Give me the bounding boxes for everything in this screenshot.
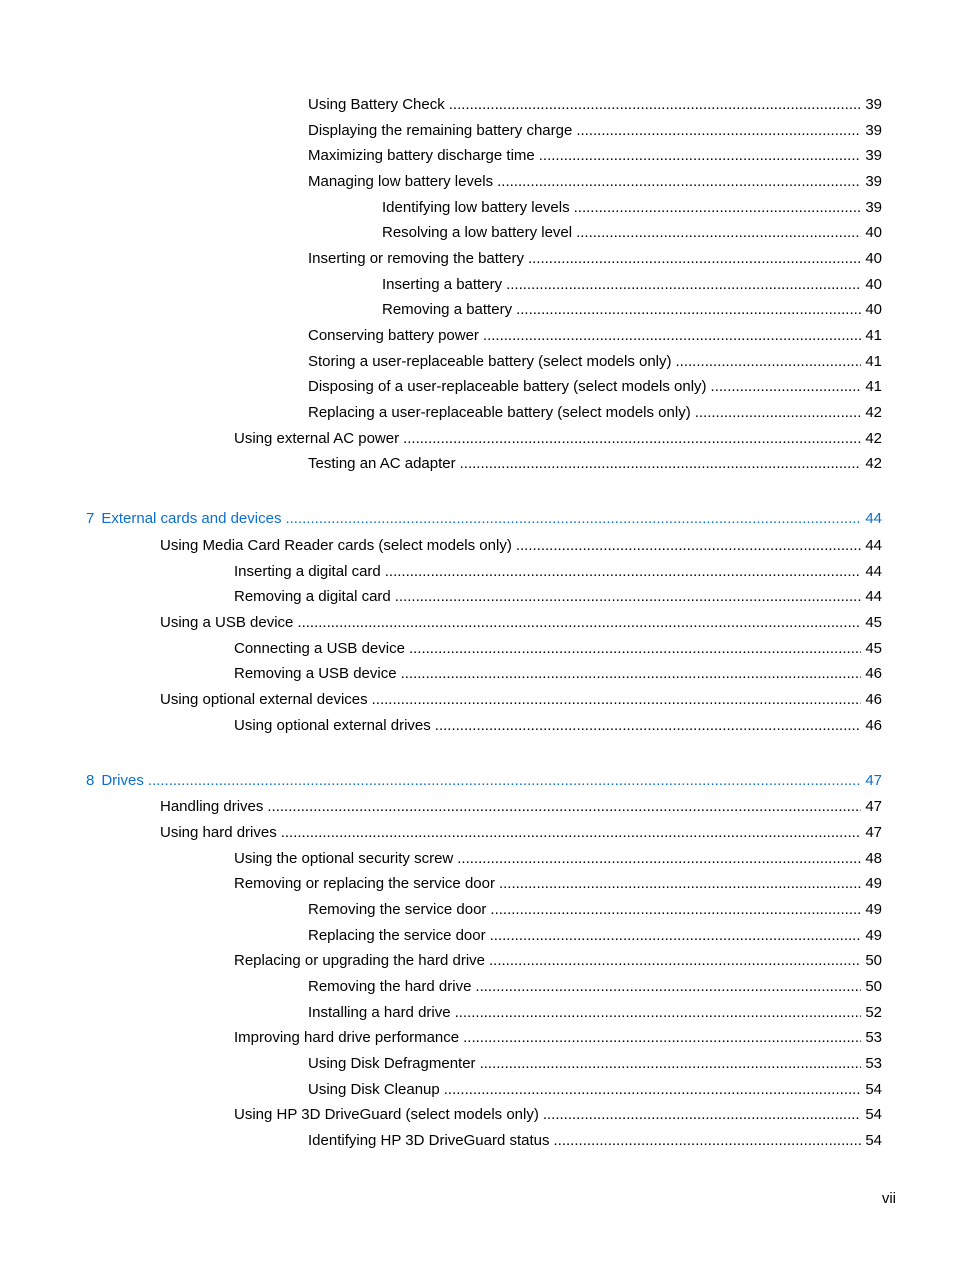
dot-leader	[480, 1054, 862, 1074]
toc-entry[interactable]	[234, 587, 882, 607]
toc-entry-title: Using external AC power	[234, 430, 400, 447]
page-number: vii	[881, 1190, 896, 1207]
toc-entry[interactable]	[234, 562, 882, 582]
toc-entry-page: 41	[865, 378, 882, 395]
toc-entry-title: Removing the service door	[308, 901, 487, 918]
dot-leader	[401, 664, 862, 684]
toc-entry-title: Removing or replacing the service door	[234, 875, 495, 892]
toc-entry-title: Removing a USB device	[234, 665, 397, 682]
dot-leader	[403, 429, 861, 449]
toc-entry-page: 44	[865, 537, 882, 554]
dot-leader	[460, 454, 862, 474]
dot-leader	[449, 95, 862, 115]
toc-entry-title: Connecting a USB device	[234, 640, 405, 657]
dot-leader	[516, 300, 861, 320]
toc-entry-page: 40	[865, 276, 882, 293]
dot-leader	[490, 926, 862, 946]
toc-entry-title: Resolving a low battery level	[382, 224, 573, 241]
toc-entry-page: 39	[865, 199, 882, 216]
dot-leader	[395, 587, 862, 607]
toc-entry-page: 44	[865, 510, 882, 527]
toc-entry-page: 39	[865, 96, 882, 113]
toc-entry-title: Improving hard drive performance	[234, 1029, 460, 1046]
dot-leader	[711, 377, 862, 397]
toc-entry[interactable]	[234, 664, 882, 684]
toc-entry[interactable]	[382, 275, 882, 295]
toc-entry-title: Storing a user-replaceable battery (select models only)	[308, 353, 672, 370]
toc-entry-title: Disposing of a user-replaceable battery (select models only)	[308, 378, 707, 395]
toc-entry-title: Testing an AC adapter	[308, 455, 456, 472]
toc-entry[interactable]	[382, 300, 882, 320]
toc-entry-page: 46	[865, 665, 882, 682]
toc-entry[interactable]	[308, 1054, 882, 1074]
dot-leader	[267, 797, 861, 817]
toc-entry-title: Using optional external drives	[234, 717, 431, 734]
dot-leader	[463, 1028, 861, 1048]
dot-leader	[489, 951, 861, 971]
toc-chapter-entry[interactable]	[86, 771, 882, 791]
toc-entry-title: Using HP 3D DriveGuard (select models only)	[234, 1106, 539, 1123]
dot-leader	[695, 403, 862, 423]
toc-entry[interactable]	[308, 352, 882, 372]
toc-entry-page: 49	[865, 927, 882, 944]
dot-leader	[297, 613, 861, 633]
toc-entry[interactable]	[308, 403, 882, 423]
toc-entry-title: Using hard drives	[160, 824, 277, 841]
toc-entry[interactable]	[382, 223, 882, 243]
dot-leader	[506, 275, 861, 295]
toc-entry-page: 48	[865, 850, 882, 867]
toc-entry[interactable]	[308, 172, 882, 192]
toc-entry[interactable]	[160, 613, 882, 633]
toc-entry-page: 39	[865, 147, 882, 164]
toc-entry-page: 52	[865, 1004, 882, 1021]
toc-entry-page: 42	[865, 455, 882, 472]
dot-leader	[574, 198, 862, 218]
toc-entry-title: Removing a battery	[382, 301, 513, 318]
toc-entry[interactable]	[234, 429, 882, 449]
toc-entry-page: 41	[865, 353, 882, 370]
toc-entry[interactable]	[308, 1080, 882, 1100]
dot-leader	[483, 326, 861, 346]
toc-entry-page: 45	[865, 640, 882, 657]
dot-leader	[372, 690, 862, 710]
toc-entry[interactable]	[308, 926, 882, 946]
toc-entry-page: 50	[865, 978, 882, 995]
toc-entry-page: 40	[865, 250, 882, 267]
dot-leader	[281, 823, 862, 843]
toc-entry-title: Removing a digital card	[234, 588, 391, 605]
toc-entry-page: 40	[865, 301, 882, 318]
toc-entry-title: Inserting a battery	[382, 276, 503, 293]
toc-entry[interactable]	[308, 977, 882, 997]
dot-leader	[285, 509, 861, 529]
toc-entry-title: Drives	[101, 772, 144, 789]
toc-entry-title: Using Media Card Reader cards (select models only)	[160, 537, 512, 554]
toc-entry-title: Using optional external devices	[160, 691, 368, 708]
toc-entry[interactable]	[308, 377, 882, 397]
dot-leader	[576, 121, 861, 141]
toc-entry-page: 54	[865, 1132, 882, 1149]
toc-entry-title: Inserting or removing the battery	[308, 250, 524, 267]
toc-entry-page: 46	[865, 691, 882, 708]
toc-entry-title: Installing a hard drive	[308, 1004, 451, 1021]
toc-entry-page: 44	[865, 588, 882, 605]
dot-leader	[516, 536, 862, 556]
toc-entry-page: 42	[865, 404, 882, 421]
toc-entry[interactable]	[234, 1105, 882, 1125]
toc-entry-title: Identifying HP 3D DriveGuard status	[308, 1132, 550, 1149]
toc-entry-title: Using the optional security screw	[234, 850, 454, 867]
dot-leader	[676, 352, 862, 372]
toc-entry-page: 47	[865, 772, 882, 789]
dot-leader	[543, 1105, 861, 1125]
toc-chapter-entry[interactable]	[86, 509, 882, 529]
toc-entry[interactable]	[308, 1003, 882, 1023]
dot-leader	[457, 849, 861, 869]
toc-entry-page: 42	[865, 430, 882, 447]
dot-leader	[475, 977, 861, 997]
toc-entry[interactable]	[234, 639, 882, 659]
toc-entry-page: 49	[865, 901, 882, 918]
dot-leader	[539, 146, 862, 166]
toc-entry-title: Handling drives	[160, 798, 264, 815]
toc-entry[interactable]	[234, 716, 882, 736]
toc-entry-title: Using a USB device	[160, 614, 294, 631]
dot-leader	[554, 1131, 862, 1151]
toc-entry[interactable]	[308, 454, 882, 474]
toc-entry[interactable]	[160, 797, 882, 817]
toc-entry[interactable]	[308, 1131, 882, 1151]
toc-entry-page: 47	[865, 798, 882, 815]
toc-entry-page: 49	[865, 875, 882, 892]
toc-entry[interactable]	[308, 900, 882, 920]
toc-entry-title: Managing low battery levels	[308, 173, 494, 190]
toc-entry[interactable]	[160, 536, 882, 556]
toc-entry[interactable]	[234, 951, 882, 971]
toc-entry-page: 40	[865, 224, 882, 241]
toc-entry-title: Replacing or upgrading the hard drive	[234, 952, 485, 969]
toc-entry-page: 53	[865, 1055, 882, 1072]
toc-entry-page: 45	[865, 614, 882, 631]
dot-leader	[385, 562, 862, 582]
toc-entry[interactable]	[308, 326, 882, 346]
toc-entry[interactable]	[160, 690, 882, 710]
dot-leader	[444, 1080, 862, 1100]
dot-leader	[499, 874, 861, 894]
toc-entry-title: Replacing a user-replaceable battery (select models only)	[308, 404, 691, 421]
toc-entry-page: 39	[865, 173, 882, 190]
toc-entry-title: External cards and devices	[101, 510, 282, 527]
toc-entry-title: Replacing the service door	[308, 927, 486, 944]
toc-entry-page: 50	[865, 952, 882, 969]
dot-leader	[528, 249, 861, 269]
toc-entry[interactable]	[308, 95, 882, 115]
chapter-number: 8	[86, 772, 95, 789]
dot-leader	[148, 771, 861, 791]
toc-entry[interactable]	[382, 198, 882, 218]
dot-leader	[409, 639, 861, 659]
dot-leader	[497, 172, 861, 192]
toc-entry-title: Removing the hard drive	[308, 978, 472, 995]
toc-entry-title: Conserving battery power	[308, 327, 479, 344]
toc-entry-title: Identifying low battery levels	[382, 199, 570, 216]
toc-entry-page: 46	[865, 717, 882, 734]
toc-entry-title: Displaying the remaining battery charge	[308, 122, 573, 139]
toc-entry[interactable]	[234, 1028, 882, 1048]
dot-leader	[490, 900, 861, 920]
dot-leader	[576, 223, 861, 243]
toc-entry-page: 53	[865, 1029, 882, 1046]
toc-entry-page: 39	[865, 122, 882, 139]
chapter-number: 7	[86, 510, 95, 527]
toc-entry[interactable]	[308, 249, 882, 269]
toc-entry-page: 44	[865, 563, 882, 580]
dot-leader	[435, 716, 862, 736]
toc-entry-title: Using Disk Defragmenter	[308, 1055, 476, 1072]
toc-entry-page: 47	[865, 824, 882, 841]
toc-entry-title: Maximizing battery discharge time	[308, 147, 535, 164]
dot-leader	[455, 1003, 862, 1023]
toc-entry-title: Using Disk Cleanup	[308, 1081, 440, 1098]
toc-entry[interactable]	[308, 121, 882, 141]
toc-entry[interactable]	[308, 146, 882, 166]
toc-entry-page: 54	[865, 1106, 882, 1123]
toc-entry[interactable]	[234, 849, 882, 869]
toc-entry-title: Inserting a digital card	[234, 563, 381, 580]
toc-entry[interactable]	[160, 823, 882, 843]
toc-entry-page: 54	[865, 1081, 882, 1098]
toc-entry-title: Using Battery Check	[308, 96, 445, 113]
toc-entry-page: 41	[865, 327, 882, 344]
toc-entry[interactable]	[234, 874, 882, 894]
